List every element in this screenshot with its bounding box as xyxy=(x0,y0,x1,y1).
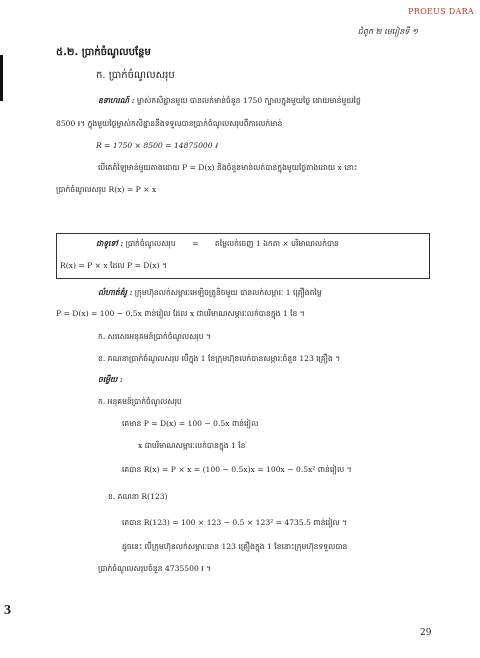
watermark: PROEUS DARA xyxy=(408,7,474,16)
section-title: ប្រាក់ចំណូលបន្ថែម xyxy=(81,47,151,58)
exercise-text-1: ក្រុមហ៊ុនលក់សម្ភារៈអេឡិចត្រូនិចមួយ បានលក់សម្ភារៈ 1 គ្រឿងតម្លៃ xyxy=(134,288,322,297)
section-heading xyxy=(56,45,151,60)
answer-a-line-2: x ជាបរិមាណសម្ភារៈលក់បានក្នុង 1 ខែ xyxy=(138,441,246,450)
definition-term: ប្រាក់ចំណូលសរុប xyxy=(125,239,176,248)
subsection-title: ប្រាក់ចំណូលសរុប xyxy=(108,70,175,81)
answer-a-line-3: គេបាន R(x) = P × x = (100 − 0.5x)x = 100x − 0.5x² ពាន់រៀល ។ xyxy=(122,465,352,474)
exercise-item-b: ខ. គណនាប្រាក់ចំណូលសរុប បើក្នុង 1 ខែក្រុមហ៊ុនលក់បានសម្ភារៈចំនួន 123 គ្រឿង ។ xyxy=(98,354,341,363)
example-line-4: ប្រាក់ចំណូលសរុប R(x) = P × x xyxy=(56,185,157,194)
subsection-letter: ក. xyxy=(96,70,106,81)
exercise-label: លំហាត់គំរូ : xyxy=(98,288,133,297)
running-header: ជំពូក ២ មេរៀនទី ១ xyxy=(357,27,418,36)
answer-b-title: ខ. គណនា R(123) xyxy=(108,492,168,501)
answer-b-line-3: ប្រាក់ចំណូលសរុបចំនួន 4735500 ៛ ។ xyxy=(98,564,212,573)
exercise-line-2: P = D(x) = 100 − 0.5x ពាន់រៀល ដែល x ជាបរិមាណសម្ភារៈលក់បានក្នុង 1 ខែ ។ xyxy=(56,309,305,318)
answer-label: ចម្លើយ : xyxy=(98,375,123,384)
answer-b-line-2: ដូចនេះ បើក្រុមហ៊ុនលក់សម្ភារៈបាន 123 គ្រឿងក្នុង 1 ខែនោះក្រុមហ៊ុនទទួលបាន xyxy=(122,542,348,551)
example-text-1: ម្ចាស់កសិដ្ឋានមួយ បានលក់មាន់ចំនួន 1750 ក្បាលក្នុងមួយថ្ងៃ ដោយមាន់មួយថ្លៃ xyxy=(136,96,361,105)
definition-line-2: R(x) = P × x ដែល P = D(x) ។ xyxy=(60,261,168,270)
exercise-line-1 xyxy=(98,288,322,299)
example-line-3: បើគេតំឡៃមាន់មួយតាងដោយ P = D(x) និងចំនួនមាន់លក់បានក្នុងមួយថ្ងៃតាងដោយ x នោះ xyxy=(98,163,358,172)
example-label: ឧទាហរណ៍ : xyxy=(98,96,135,105)
definition-label: ជាទូទៅ : xyxy=(96,239,124,248)
exercise-item-a: ក. សរសេរអនុគមន៍ប្រាក់ចំណូលសរុប ។ xyxy=(98,332,211,341)
binding-edge-mark xyxy=(0,55,3,101)
page-number: 29 xyxy=(420,628,432,638)
subsection-heading xyxy=(96,68,175,83)
definition-rest: តម្លៃលក់ចេញ 1 ឯកតា × បរិមាណលក់បាន xyxy=(214,239,339,248)
example-line-1 xyxy=(98,96,361,107)
definition-line-1 xyxy=(96,239,339,250)
answer-a-title: ក. អនុគមន៍ប្រាក់ចំណូលសរុប xyxy=(98,397,182,406)
answer-b-line-1: គេបាន R(123) = 100 × 123 − 0.5 × 123² = 4735.5 ពាន់រៀល ។ xyxy=(122,518,348,527)
section-number: ៥.២. xyxy=(56,47,79,58)
example-formula: R = 1750 × 8500 = 14875000 ៛ xyxy=(96,141,218,150)
margin-number: 3 xyxy=(4,603,11,618)
example-line-2: 8500 ៛។ ក្នុងមួយថ្ងៃម្ចាស់កសិដ្ឋាននឹងទទួលបានប្រាក់ចំណូលសរុបពីការលក់មាន់ xyxy=(56,119,283,128)
definition-equals: = xyxy=(192,239,199,248)
answer-a-line-1: គេមាន P = D(x) = 100 − 0.5x ពាន់រៀល xyxy=(122,419,259,428)
